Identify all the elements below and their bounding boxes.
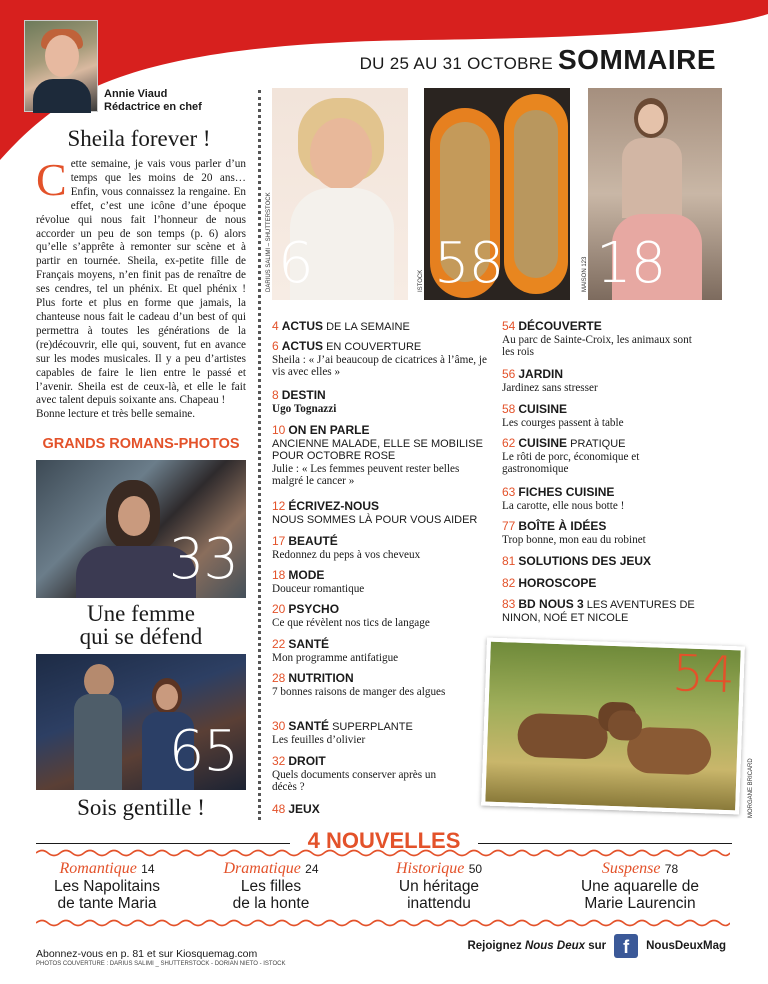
romans-section-title: GRANDS ROMANS-PHOTOS <box>42 436 240 452</box>
photo-page-number: 58 <box>434 231 504 296</box>
nouvelle-suspense[interactable]: Suspense 78 Une aquarelle de Marie Laurencin <box>580 860 700 912</box>
photo-credit: DARIUS SALIMI – SHUTTERSTOCK <box>266 192 272 292</box>
nouvelles-title: 4 NOUVELLES <box>307 828 461 853</box>
toc-entry[interactable]: 6 ACTUS EN COUVERTURE Sheila : « J’ai beaucoup de cicatrices à l’âme, je vis avec elles » <box>272 339 487 378</box>
toc-entry[interactable]: 81 SOLUTIONS DES JEUX <box>502 554 652 568</box>
toc-entry[interactable]: 8 DESTIN Ugo Tognazzi <box>272 388 337 415</box>
toc-entry[interactable]: 62 CUISINE PRATIQUE Le rôti de porc, économique et gastronomique <box>502 436 640 475</box>
toc-entry[interactable]: 63 FICHES CUISINE La carotte, elle nous botte ! <box>502 485 625 512</box>
photo-page-number: 54 <box>671 644 735 705</box>
photo-page-number: 6 <box>278 231 313 296</box>
horses-photo[interactable] <box>481 638 745 815</box>
roman-page-number: 33 <box>168 527 238 592</box>
toc-entry[interactable]: 56 JARDIN Jardinez sans stresser <box>502 367 598 394</box>
social-handle[interactable]: NousDeuxMag <box>646 940 726 952</box>
toc-entry[interactable]: 48 JEUX <box>272 802 320 816</box>
wavy-divider-bottom <box>36 918 730 928</box>
page-title: SOMMAIRE <box>558 44 716 75</box>
editor-role: Rédactrice en chef <box>104 101 202 113</box>
roman-photo-33[interactable] <box>36 460 246 598</box>
photo-page-number: 18 <box>596 231 666 296</box>
toc-entry[interactable]: 4 ACTUS DE LA SEMAINE <box>272 319 410 333</box>
issue-date-range: DU 25 AU 31 OCTOBRE <box>359 54 553 73</box>
wavy-divider-top <box>36 848 730 858</box>
cover-photo-fashion[interactable] <box>588 88 722 300</box>
edito-body: ette semaine, je vais vous parler d’un temps que les moins de 20 ans… Enfin, vous connaissez la rengaine. En effet, c’est une icône d’une époque révolue qui nous fait l’honneur de nous accorder un peu de son temps (p. 6) alors qu’elle s’apprête à remonter sur scène et à partir en tournée. Sheila, ex-petite fille de Français moyens, n’en finit pas de renaître de ses cendres, tel un phénix. Et quel phénix ! Plus forte et plus en forme que jamais, la chanteuse nous fait le cadeau d’un best of qui permettra à toutes les générations de la (re)découvrir, elle qui, souvent, fut en avance sur les modes musicales. Il y a peu d’artistes capables de faire le lien entre le passé et l’avenir. Sheila est de ceux-là, et elle le fait avec talent depuis soixante ans. Chapeau ! <box>36 158 246 407</box>
brand-name: Nous Deux <box>524 940 586 952</box>
edito-title: Sheila forever ! <box>67 126 211 151</box>
toc-entry[interactable]: 18 MODE Douceur romantique <box>272 568 365 595</box>
photo-credit: MAISON 123 <box>582 256 588 292</box>
nouvelle-historique[interactable]: Historique 50 Un héritage inattendu <box>395 860 483 912</box>
facebook-icon[interactable]: f <box>614 934 638 958</box>
roman-page-number: 65 <box>168 719 238 784</box>
roman-photo-65[interactable] <box>36 654 246 790</box>
editor-photo <box>24 20 98 112</box>
roman-caption-33: Une femme qui se défend <box>79 601 203 649</box>
edito-signoff: Bonne lecture et très belle semaine. <box>36 408 196 421</box>
editor-byline <box>104 88 202 114</box>
subscribe-link[interactable]: Abonnez-vous en p. 81 et sur Kiosquemag.com <box>36 948 258 960</box>
cover-photo-squash[interactable] <box>424 88 570 300</box>
column-divider <box>258 90 261 820</box>
editor-name: Annie Viaud <box>104 88 168 100</box>
toc-entry[interactable]: 82 HOROSCOPE <box>502 576 597 590</box>
nouvelle-dramatique[interactable]: Dramatique 24 Les filles de la honte <box>223 860 319 912</box>
photo-credit: MORGANE BRICARD <box>748 758 754 818</box>
cover-photo-sheila[interactable] <box>272 88 408 300</box>
toc-entry[interactable]: 22 SANTÉ Mon programme antifatigue <box>272 637 399 664</box>
toc-entry[interactable]: 58 CUISINE Les courges passent à table <box>502 402 624 429</box>
roman-caption-65: Sois gentille ! <box>77 795 205 820</box>
social-text: Rejoignez Nous Deux sur <box>467 940 607 952</box>
nouvelle-romantique[interactable]: Romantique 14 Les Napolitains de tante Maria <box>54 860 160 912</box>
toc-entry[interactable]: 30 SANTÉ SUPERPLANTE Les feuilles d’olivier <box>272 719 413 746</box>
toc-entry[interactable]: 28 NUTRITION 7 bonnes raisons de manger des algues <box>272 671 446 698</box>
toc-entry[interactable]: 77 BOÎTE À IDÉES Trop bonne, mon eau du robinet <box>502 519 646 546</box>
toc-entry[interactable]: 32 DROIT Quels documents conserver après un décès ? <box>272 754 437 793</box>
edito-text <box>36 154 246 422</box>
photo-credits: PHOTOS COUVERTURE : DARIUS SALIMI _ SHUTTERSTOCK - DORIAN NIETO - ISTOCK <box>36 961 286 967</box>
edito-dropcap: C <box>36 154 67 205</box>
toc-entry[interactable]: 10 ON EN PARLE ANCIENNE MALADE, ELLE SE MOBILISE POUR OCTOBRE ROSE Julie : « Les femmes peuvent rester belles malgré le cancer » <box>272 423 483 487</box>
toc-entry[interactable]: 12 ÉCRIVEZ-NOUS NOUS SOMMES LÀ POUR VOUS AIDER <box>272 499 478 526</box>
toc-entry[interactable]: 17 BEAUTÉ Redonnez du peps à vos cheveux <box>272 534 421 561</box>
toc-entry[interactable]: 20 PSYCHO Ce que révèlent nos tics de langage <box>272 602 430 629</box>
photo-credit: ISTOCK <box>418 269 424 292</box>
toc-entry[interactable]: 83 BD NOUS 3 LES AVENTURES DE NINON, NOÉ ET NICOLE <box>502 597 695 624</box>
nouvelles-rule-right <box>478 843 732 844</box>
social-follow[interactable] <box>467 934 726 958</box>
toc-entry[interactable]: 54 DÉCOUVERTE Au parc de Sainte-Croix, les animaux sont les rois <box>502 319 692 358</box>
issue-header <box>360 44 716 76</box>
